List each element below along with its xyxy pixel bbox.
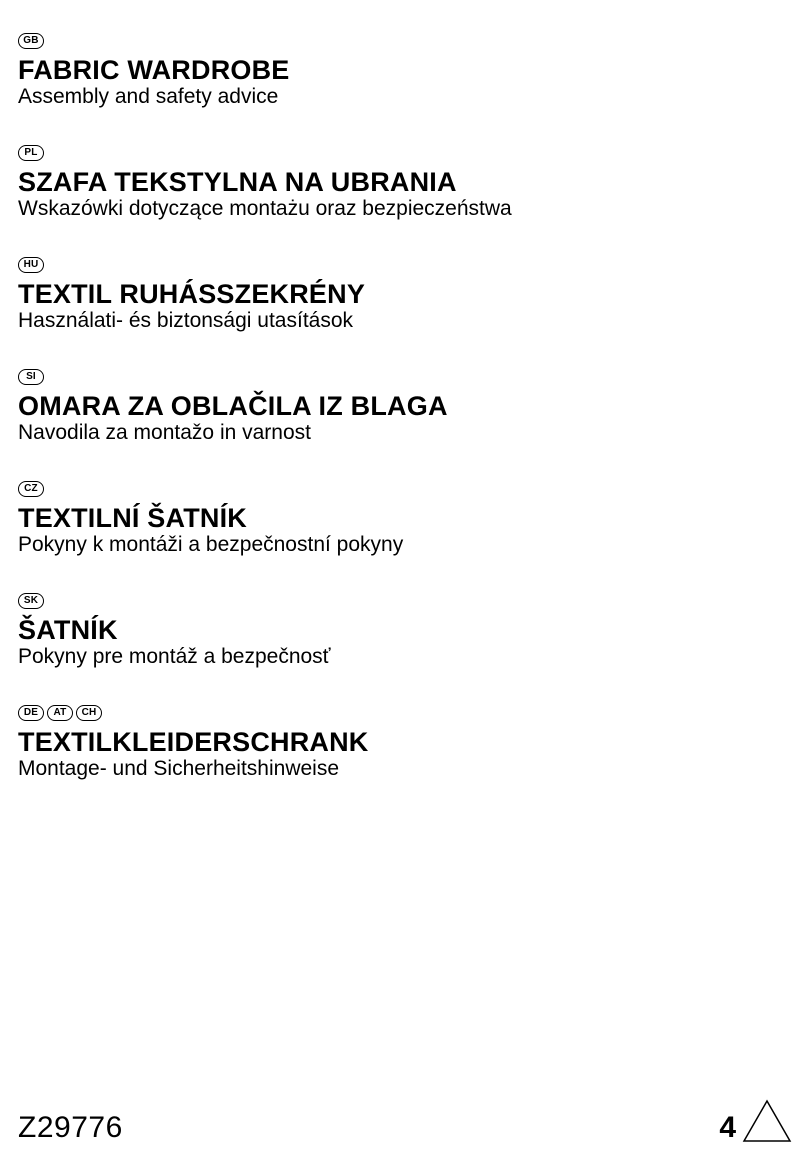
country-code-badge: CZ bbox=[18, 481, 44, 497]
country-codes bbox=[18, 367, 788, 387]
section-subtitle: Navodila za montažo in varnost bbox=[18, 421, 311, 444]
section-subtitle: Pokyny k montáži a bezpečnostní pokyny bbox=[18, 533, 404, 556]
section-subtitle: Használati- és biztonsági utasítások bbox=[18, 309, 354, 332]
section-subtitle: Pokyny pre montáž a bezpečnosť bbox=[18, 645, 331, 668]
section-title: OMARA ZA OBLAČILA IZ BLAGA bbox=[18, 391, 448, 421]
country-code-badge: DE bbox=[18, 705, 44, 721]
country-code-badge: AT bbox=[47, 705, 73, 721]
section-gb bbox=[18, 31, 788, 143]
section-subtitle: Wskazówki dotyczące montażu oraz bezpieczeństwa bbox=[18, 197, 512, 220]
country-codes bbox=[18, 479, 788, 499]
section-de-at-ch bbox=[18, 703, 788, 815]
section-title: TEXTILNÍ ŠATNÍK bbox=[18, 503, 247, 533]
section-title: TEXTILKLEIDERSCHRANK bbox=[18, 727, 369, 757]
section-subtitle: Assembly and safety advice bbox=[18, 85, 279, 108]
section-si bbox=[18, 367, 788, 479]
section-cz bbox=[18, 479, 788, 591]
country-code-badge: HU bbox=[18, 257, 44, 273]
country-codes bbox=[18, 255, 788, 275]
country-code-badge: GB bbox=[18, 33, 44, 49]
country-codes bbox=[18, 31, 788, 51]
country-code-badge: SK bbox=[18, 593, 44, 609]
page-number: 4 bbox=[719, 1111, 736, 1144]
country-codes bbox=[18, 143, 788, 163]
section-hu bbox=[18, 255, 788, 367]
section-title: SZAFA TEKSTYLNA NA UBRANIA bbox=[18, 167, 457, 197]
country-code-badge: CH bbox=[76, 705, 102, 721]
section-sk bbox=[18, 591, 788, 703]
country-code-badge: SI bbox=[18, 369, 44, 385]
section-title: TEXTIL RUHÁSSZEKRÉNY bbox=[18, 279, 366, 309]
section-title: FABRIC WARDROBE bbox=[18, 55, 290, 85]
section-title: ŠATNÍK bbox=[18, 615, 118, 645]
country-code-badge: PL bbox=[18, 145, 44, 161]
section-pl bbox=[18, 143, 788, 255]
section-subtitle: Montage- und Sicherheitshinweise bbox=[18, 757, 340, 780]
country-codes bbox=[18, 703, 788, 723]
country-codes bbox=[18, 591, 788, 611]
triangle-outline-icon bbox=[742, 1099, 792, 1143]
product-code: Z29776 bbox=[18, 1111, 123, 1144]
language-sections bbox=[18, 31, 788, 815]
